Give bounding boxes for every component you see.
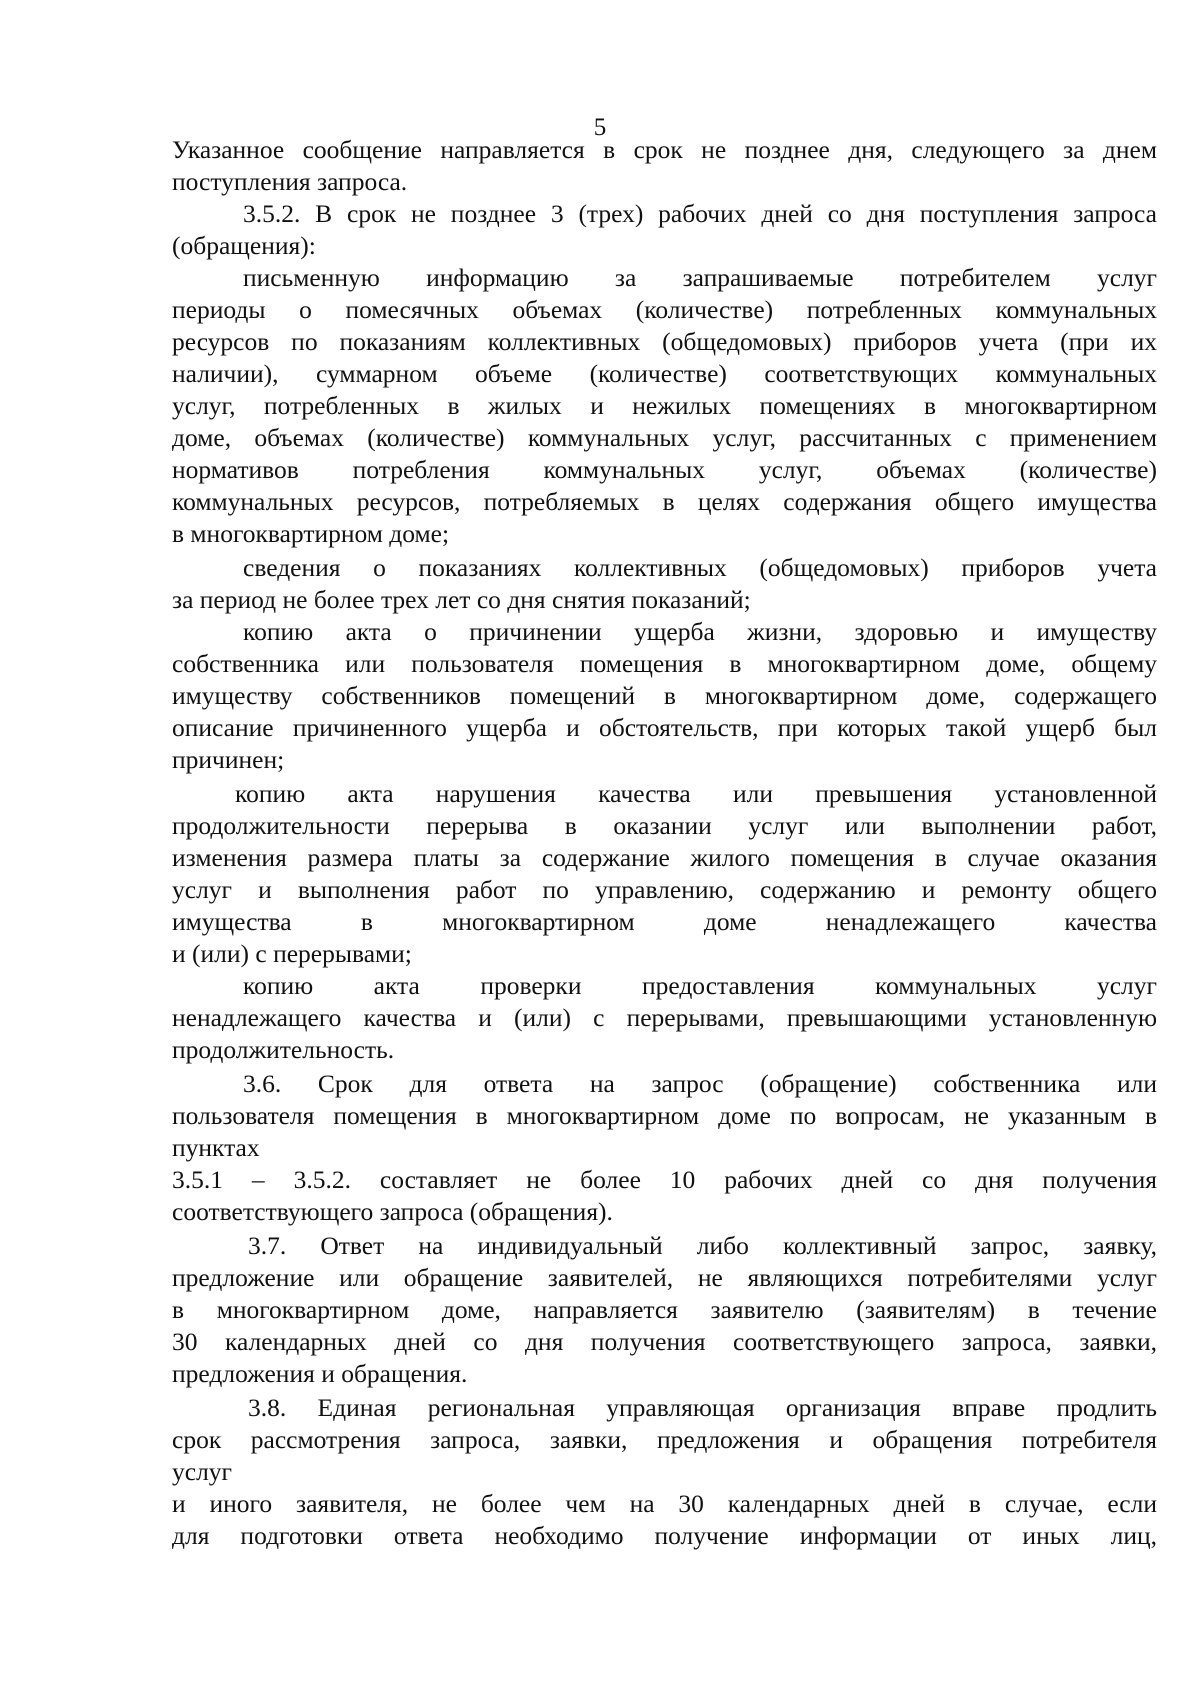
text-line: 3.6. Срок для ответа на запрос (обращение) собственника или: [243, 1069, 1157, 1098]
text-line: сведения о показаниях коллективных (общедомовых) приборов учета: [243, 553, 1157, 582]
text-line: и (или) с перерывами;: [172, 939, 412, 968]
text-line: пользователя помещения в многоквартирном доме по вопросам, не указанным в: [172, 1101, 1157, 1130]
text-line: поступления запроса.: [172, 167, 408, 196]
text-line: имуществу собственников помещений в многоквартирном доме, содержащего: [172, 681, 1157, 710]
text-line: ненадлежащего качества и (или) с перерывами, превышающими установленную: [172, 1003, 1157, 1032]
text-line: предложение или обращение заявителей, не являющихся потребителями услуг: [172, 1263, 1157, 1292]
text-line: 3.8. Единая региональная управляющая организация вправе продлить: [248, 1393, 1157, 1422]
text-line: нормативов потребления коммунальных услуг, объемах (количестве): [172, 455, 1157, 484]
text-line: копию акта о причинении ущерба жизни, здоровью и имуществу: [243, 617, 1157, 646]
text-line: в многоквартирном доме, направляется заявителю (заявителям) в течение: [172, 1295, 1157, 1324]
text-line: предложения и обращения.: [172, 1359, 468, 1388]
text-line: письменную информацию за запрашиваемые потребителем услуг: [243, 263, 1157, 292]
text-line: 3.5.2. В срок не позднее 3 (трех) рабочих дней со дня поступления запроса: [243, 199, 1157, 228]
text-line: в многоквартирном доме;: [172, 519, 450, 548]
text-line: продолжительности перерыва в оказании услуг или выполнении работ,: [172, 811, 1157, 840]
text-line: периоды о помесячных объемах (количестве) потребленных коммунальных: [172, 295, 1157, 324]
text-line: 30 календарных дней со дня получения соответствующего запроса, заявки,: [172, 1327, 1157, 1356]
text-line: услуг: [172, 1457, 233, 1486]
text-line: собственника или пользователя помещения в многоквартирном доме, общему: [172, 649, 1157, 678]
text-line: срок рассмотрения запроса, заявки, предложения и обращения потребителя: [172, 1425, 1157, 1454]
text-line: услуг, потребленных в жилых и нежилых помещениях в многоквартирном: [172, 391, 1157, 420]
text-line: (обращения):: [172, 231, 316, 260]
text-line: Указанное сообщение направляется в срок не позднее дня, следующего за днем: [172, 135, 1157, 164]
text-line: ресурсов по показаниям коллективных (общедомовых) приборов учета (при их: [172, 327, 1157, 356]
text-line: 3.5.1 – 3.5.2. составляет не более 10 рабочих дней со дня получения: [172, 1165, 1157, 1194]
text-line: имущества в многоквартирном доме ненадлежащего качества: [172, 907, 1157, 936]
text-line: пунктах: [172, 1133, 260, 1162]
text-line: и иного заявителя, не более чем на 30 календарных дней в случае, если: [172, 1489, 1157, 1518]
text-line: доме, объемах (количестве) коммунальных услуг, рассчитанных с применением: [172, 423, 1157, 452]
text-line: продолжительность.: [172, 1035, 395, 1064]
text-line: для подготовки ответа необходимо получение информации от иных лиц,: [172, 1521, 1157, 1550]
page-number: 5: [593, 114, 607, 141]
text-line: соответствующего запроса (обращения).: [172, 1197, 613, 1226]
text-line: коммунальных ресурсов, потребляемых в целях содержания общего имущества: [172, 487, 1157, 516]
text-line: изменения размера платы за содержание жилого помещения в случае оказания: [172, 843, 1157, 872]
text-line: услуг и выполнения работ по управлению, содержанию и ремонту общего: [172, 875, 1157, 904]
text-line: наличии), суммарном объеме (количестве) соответствующих коммунальных: [172, 359, 1157, 388]
text-line: копию акта нарушения качества или превышения установленной: [235, 779, 1157, 808]
text-line: за период не более трех лет со дня снятия показаний;: [172, 585, 751, 614]
text-line: причинен;: [172, 745, 285, 774]
text-line: описание причиненного ущерба и обстоятельств, при которых такой ущерб был: [172, 713, 1157, 742]
text-line: 3.7. Ответ на индивидуальный либо коллективный запрос, заявку,: [248, 1231, 1157, 1260]
text-line: копию акта проверки предоставления коммунальных услуг: [243, 971, 1157, 1000]
